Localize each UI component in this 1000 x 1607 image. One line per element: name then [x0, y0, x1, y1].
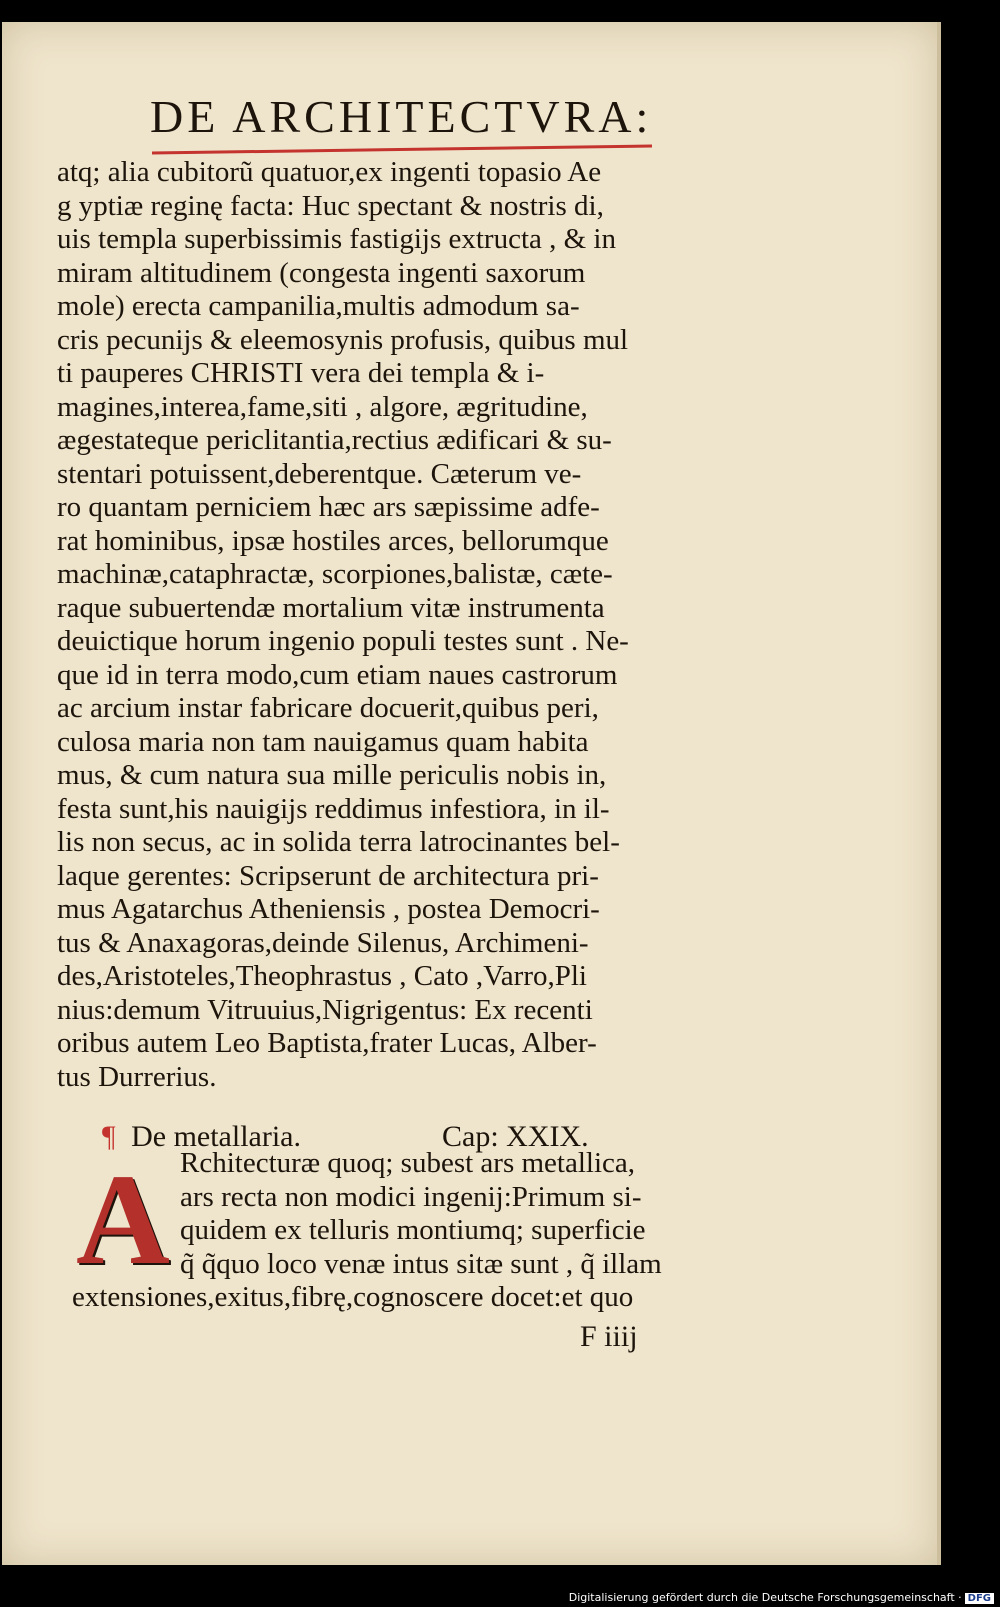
text-line: Rchitecturæ quoq; subest ars metallica,	[180, 1147, 636, 1179]
text-line: festa sunt,his nauigijs reddimus infestiora, in il-	[57, 792, 610, 825]
text-line: ti pauperes CHRISTI vera dei templa & i-	[57, 357, 545, 389]
text-line: nius:demum Vitruuius,Nigrigentus: Ex recenti	[57, 993, 593, 1026]
text-line: lis non secus, ac in solida terra latrocinantes bel-	[57, 826, 620, 858]
pilcrow-mark: ¶	[102, 1120, 116, 1153]
running-header: DE ARCHITECTVRA:	[150, 91, 653, 142]
text-line: ægestateque periclitantia,rectius ædificari & su-	[57, 424, 612, 456]
text-line: laque gerentes: Scripserunt de architectura pri-	[57, 859, 599, 892]
chapter-title: De metallaria.	[131, 1120, 302, 1153]
footer-credit	[569, 1591, 994, 1604]
body-text	[57, 156, 737, 1094]
text-line: mus Agatarchus Atheniensis , postea Democri-	[57, 893, 600, 925]
chapter-text-full	[72, 1281, 752, 1315]
signature-mark: F iiij	[580, 1320, 638, 1353]
text-line: tus Durrerius.	[57, 1060, 217, 1093]
drop-capital: A	[76, 1148, 170, 1292]
text-line: raque subuertendæ mortalium vitæ instrumenta	[57, 591, 605, 624]
text-line: stentari potuissent,deberentque. Cæterum ve-	[57, 457, 582, 490]
text-line: mus, & cum natura sua mille periculis nobis in,	[57, 759, 607, 791]
text-line: atq; alia cubitorũ quatuor,ex ingenti topasio Ae	[57, 156, 602, 188]
text-line: tus & Anaxagoras,deinde Silenus, Archimeni-	[57, 926, 589, 959]
text-line: culosa maria non tam nauigamus quam habita	[57, 725, 589, 758]
header-underline	[152, 145, 652, 155]
text-line: miram altitudinem (congesta ingenti saxorum	[57, 256, 586, 289]
text-line: magines,interea,fame,siti , algore, ægritudine,	[57, 390, 588, 423]
dfg-logo: DFG	[965, 1593, 994, 1604]
text-line: rat hominibus, ipsæ hostiles arces, bellorumque	[57, 524, 609, 557]
text-line: ac arcium instar fabricare docuerit,quibus peri,	[57, 692, 599, 724]
text-line: cris pecunijs & eleemosynis profusis, quibus mul	[57, 323, 629, 356]
text-line: ro quantam perniciem hæc ars sæpissime adfe-	[57, 491, 600, 523]
chapter-number: Cap: XXIX.	[442, 1120, 589, 1153]
text-line: g yptiæ reginę facta: Huc spectant & nostris di,	[57, 189, 604, 222]
text-line: quidem ex telluris montiumq; superficie	[180, 1214, 646, 1246]
text-line: deuictique horum ingenio populi testes sunt . Ne-	[57, 625, 629, 657]
text-line: ars recta non modici ingenij:Primum si-	[180, 1180, 642, 1213]
chapter-text-indented	[180, 1147, 740, 1281]
text-line: oribus autem Leo Baptista,frater Lucas, Alber-	[57, 1027, 597, 1059]
book-page	[2, 22, 941, 1565]
text-line: extensiones,exitus,fibrę,cognoscere docet:et quo	[72, 1281, 634, 1313]
footer-text: Digitalisierung gefördert durch die Deutsche Forschungsgemeinschaft ·	[568, 1591, 962, 1604]
text-line: que id in terra modo,cum etiam naues castrorum	[57, 658, 618, 691]
text-line: uis templa superbissimis fastigijs extructa , & in	[57, 223, 616, 255]
text-line: machinæ,cataphractæ, scorpiones,balistæ, cæte-	[57, 558, 613, 590]
text-line: des,Aristoteles,Theophrastus , Cato ,Varro,Pli	[57, 960, 587, 992]
text-line: mole) erecta campanilia,multis admodum sa-	[57, 290, 580, 322]
text-line: q̃ q̃quo loco venæ intus sitæ sunt , q̃ illam	[180, 1247, 662, 1280]
